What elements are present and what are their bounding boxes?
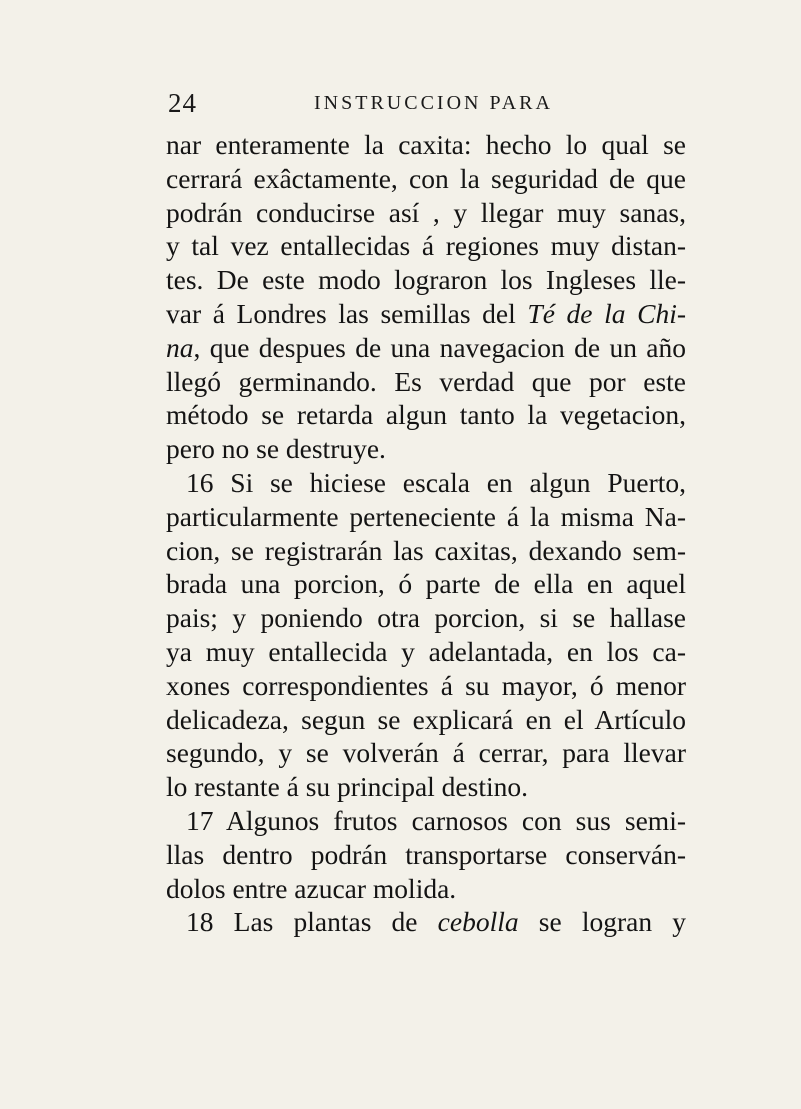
running-head: INSTRUCCION PARA [314, 92, 553, 114]
text-segment: cerrará exâctamente, con la seguridad de que [166, 162, 686, 194]
text-segment: tes. De este modo lograron los Ingleses lle- [166, 264, 686, 296]
text-line [166, 162, 686, 196]
text-line [166, 432, 686, 466]
text-segment: ya muy entallecida y adelantada, en los ca- [166, 635, 686, 667]
text-segment: xones correspondientes á su mayor, ó menor [166, 669, 686, 701]
text-line [166, 804, 686, 838]
text-segment: 17 Algunos frutos carnosos con sus semi- [186, 804, 686, 836]
text-line [166, 466, 686, 500]
text-segment: , que despues de una navegacion de un año [193, 331, 686, 363]
text-segment: 18 Las plantas de [186, 906, 438, 938]
text-line [166, 534, 686, 568]
text-segment: y tal vez entallecidas á regiones muy distan- [166, 230, 686, 262]
text-segment: llas dentro podrán transportarse conserván- [166, 838, 686, 870]
text-segment: pais; y poniendo otra porcion, si se hallase [166, 602, 686, 634]
text-segment: método se retarda algun tanto la vegetacion, [166, 399, 686, 431]
italic-text: cebolla [437, 906, 519, 938]
text-line [166, 398, 686, 432]
text-segment: llegó germinando. Es verdad que por este [166, 365, 686, 397]
text-line [166, 770, 686, 804]
italic-text: Té de la Chi- [527, 297, 686, 329]
text-line [166, 703, 686, 737]
text-line [166, 567, 686, 601]
text-segment: dolos entre azucar molida. [166, 872, 457, 904]
text-segment: brada una porcion, ó parte de ella en aquel [166, 568, 686, 600]
text-line [166, 905, 686, 939]
text-line [166, 500, 686, 534]
text-line [166, 128, 686, 162]
italic-text: na [166, 331, 194, 363]
text-line [166, 365, 686, 399]
page-header [168, 88, 688, 120]
page-number: 24 [168, 88, 197, 118]
text-line [166, 331, 686, 365]
text-segment: se logran y [518, 906, 686, 938]
body-text [166, 128, 686, 939]
text-line [166, 872, 686, 906]
text-line [166, 196, 686, 230]
text-segment: particularmente perteneciente á la misma Na- [166, 500, 686, 532]
text-segment: lo restante á su principal destino. [166, 771, 528, 803]
text-line [166, 601, 686, 635]
text-segment: delicadeza, segun se explicará en el Artículo [166, 703, 686, 735]
text-line [166, 229, 686, 263]
text-line [166, 669, 686, 703]
text-segment: podrán conducirse así , y llegar muy sanas, [166, 196, 686, 228]
text-segment: cion, se registrarán las caxitas, dexando sem- [166, 534, 686, 566]
text-line [166, 297, 686, 331]
text-segment: nar enteramente la caxita: hecho lo qual se [166, 129, 686, 160]
text-segment: var á Londres las semillas del [166, 297, 528, 329]
text-segment: 16 Si se hiciese escala en algun Puerto, [186, 466, 686, 498]
text-segment: segundo, y se volverán á cerrar, para llevar [166, 737, 686, 769]
text-line [166, 736, 686, 770]
text-line [166, 635, 686, 669]
text-segment: pero no se destruye. [166, 433, 386, 465]
text-line [166, 263, 686, 297]
text-line [166, 838, 686, 872]
